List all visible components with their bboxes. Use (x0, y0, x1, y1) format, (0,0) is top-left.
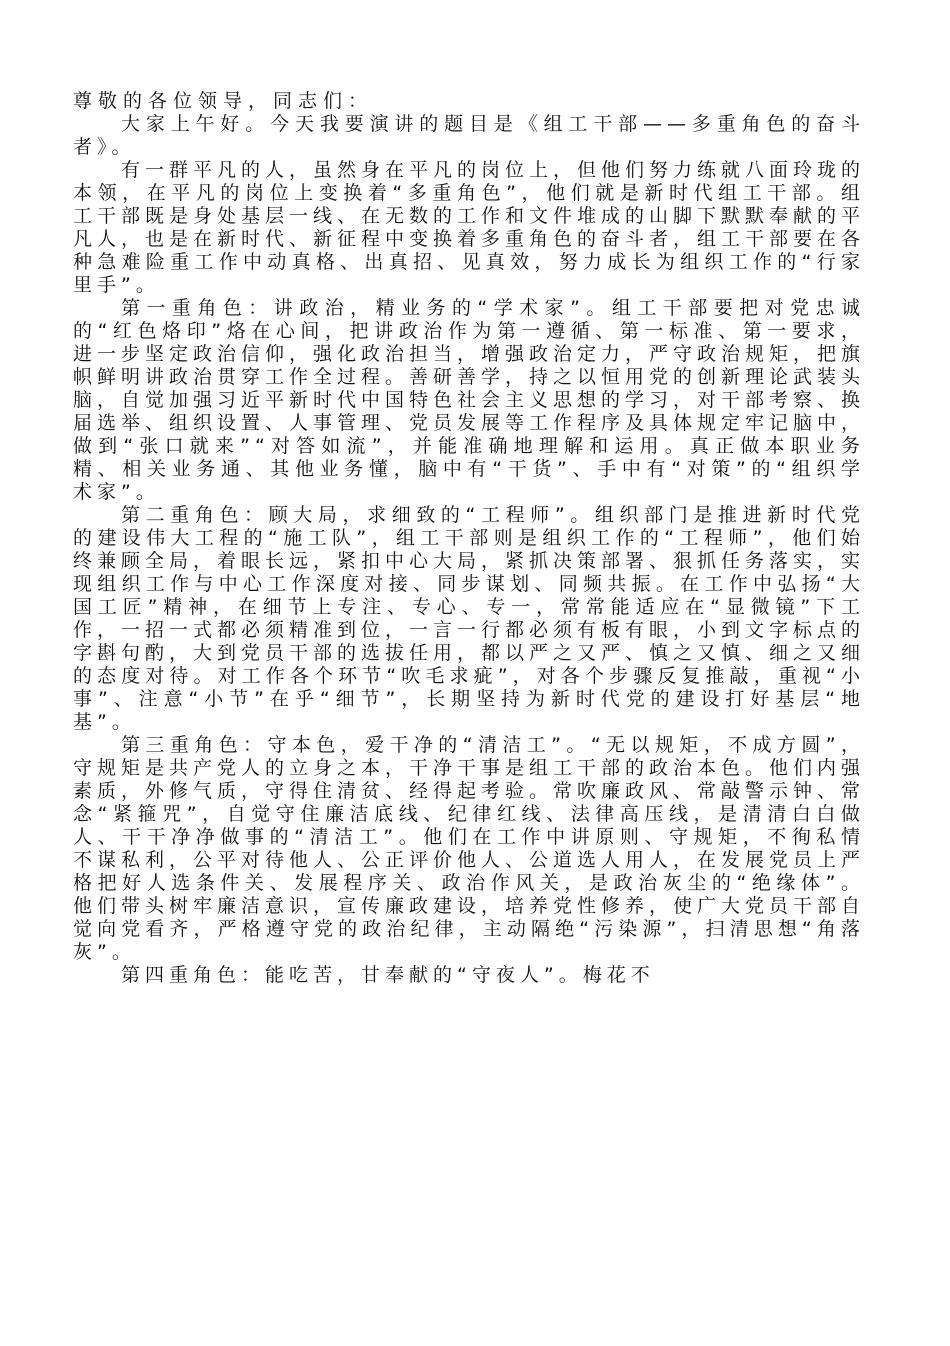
speech-document (73, 90, 865, 987)
role-two-paragraph: 第二重角色：顾大局，求细致的“工程师”。组织部门是推进新时代党的建设伟大工程的“施工队”，组工干部则是组织工作的“工程师”，他们始终兼顾全局，着眼长远，紧扣中心大局，紧抓决策部署、狠抓任务落实，实现组织工作与中心工作深度对接、同步谋划、同频共振。在工作中弘扬“大国工匠”精神，在细节上专注、专心、专一，常常能适应在“显微镜”下工作，一招一式都必须精准到位，一言一行都必须有板有眼，小到文字标点的字斟句酌，大到党员干部的选拔任用，都以严之又严、慎之又慎、细之又细的态度对待。对工作各个环节“吹毛求疵”，对各个步骤反复推敲，重视“小事”、注意“小节”在乎“细节”，长期坚持为新时代党的建设打好基层“地基”。 (73, 504, 866, 733)
role-one-paragraph: 第一重角色：讲政治，精业务的“学术家”。组工干部要把对党忠诚的“红色烙印”烙在心间，把讲政治作为第一遵循、第一标准、第一要求，进一步坚定政治信仰，强化政治担当，增强政治定力，严守政治规矩，把旗帜鲜明讲政治贯穿工作全过程。善研善学，持之以恒用党的创新理论武装头脑，自觉加强习近平新时代中国特色社会主义思想的学习，对干部考察、换届选举、组织设置、人事管理、党员发展等工作程序及具体规定牢记脑中，做到“张口就来”“对答如流”，并能准确地理解和运用。真正做本职业务精、相关业务通、其他业务懂，脑中有“干货”、手中有“对策”的“组织学术家”。 (73, 297, 866, 503)
greeting-paragraph: 大家上午好。今天我要演讲的题目是《组工干部——多重角色的奋斗者》。 (73, 113, 865, 158)
role-three-paragraph: 第三重角色：守本色，爱干净的“清洁工”。“无以规矩，不成方圆”，守规矩是共产党人的立身之本，干净干事是组工干部的政治本色。他们内强素质，外修气质，守得住清贫、经得起考验。常吹廉政风、常敲警示钟、常念“紧箍咒”，自觉守住廉洁底线、纪律红线、法律高压线，是清清白白做人、干干净净做事的“清洁工”。他们在工作中讲原则、守规矩，不徇私情不谋私利，公平对待他人、公正评价他人、公道选人用人，在发展党员上严格把好人选条件关、发展程序关、政治作风关，是政治灰尘的“绝缘体”。他们带头树牢廉洁意识，宣传廉政建设，培养党性修养，使广大党员干部自觉向党看齐，严格遵守党的政治纪律，主动隔绝“污染源”，扫清思想“角落灰”。 (73, 734, 866, 963)
role-four-paragraph: 第四重角色：能吃苦，甘奉献的“守夜人”。梅花不 (121, 964, 655, 986)
salutation: 尊敬的各位领导，同志们： (73, 90, 374, 112)
intro-paragraph: 有一群平凡的人，虽然身在平凡的岗位上，但他们努力练就八面玲珑的本领，在平凡的岗位上变换着“多重角色”，他们就是新时代组工干部。组工干部既是身处基层一线、在无数的工作和文件堆成的山脚下默默奉献的平凡人，也是在新时代、新征程中变换着多重角色的奋斗者，组工干部要在各种急难险重工作中动真格、出真招、见真效，努力成长为组织工作的“行家里手”。 (73, 159, 866, 296)
